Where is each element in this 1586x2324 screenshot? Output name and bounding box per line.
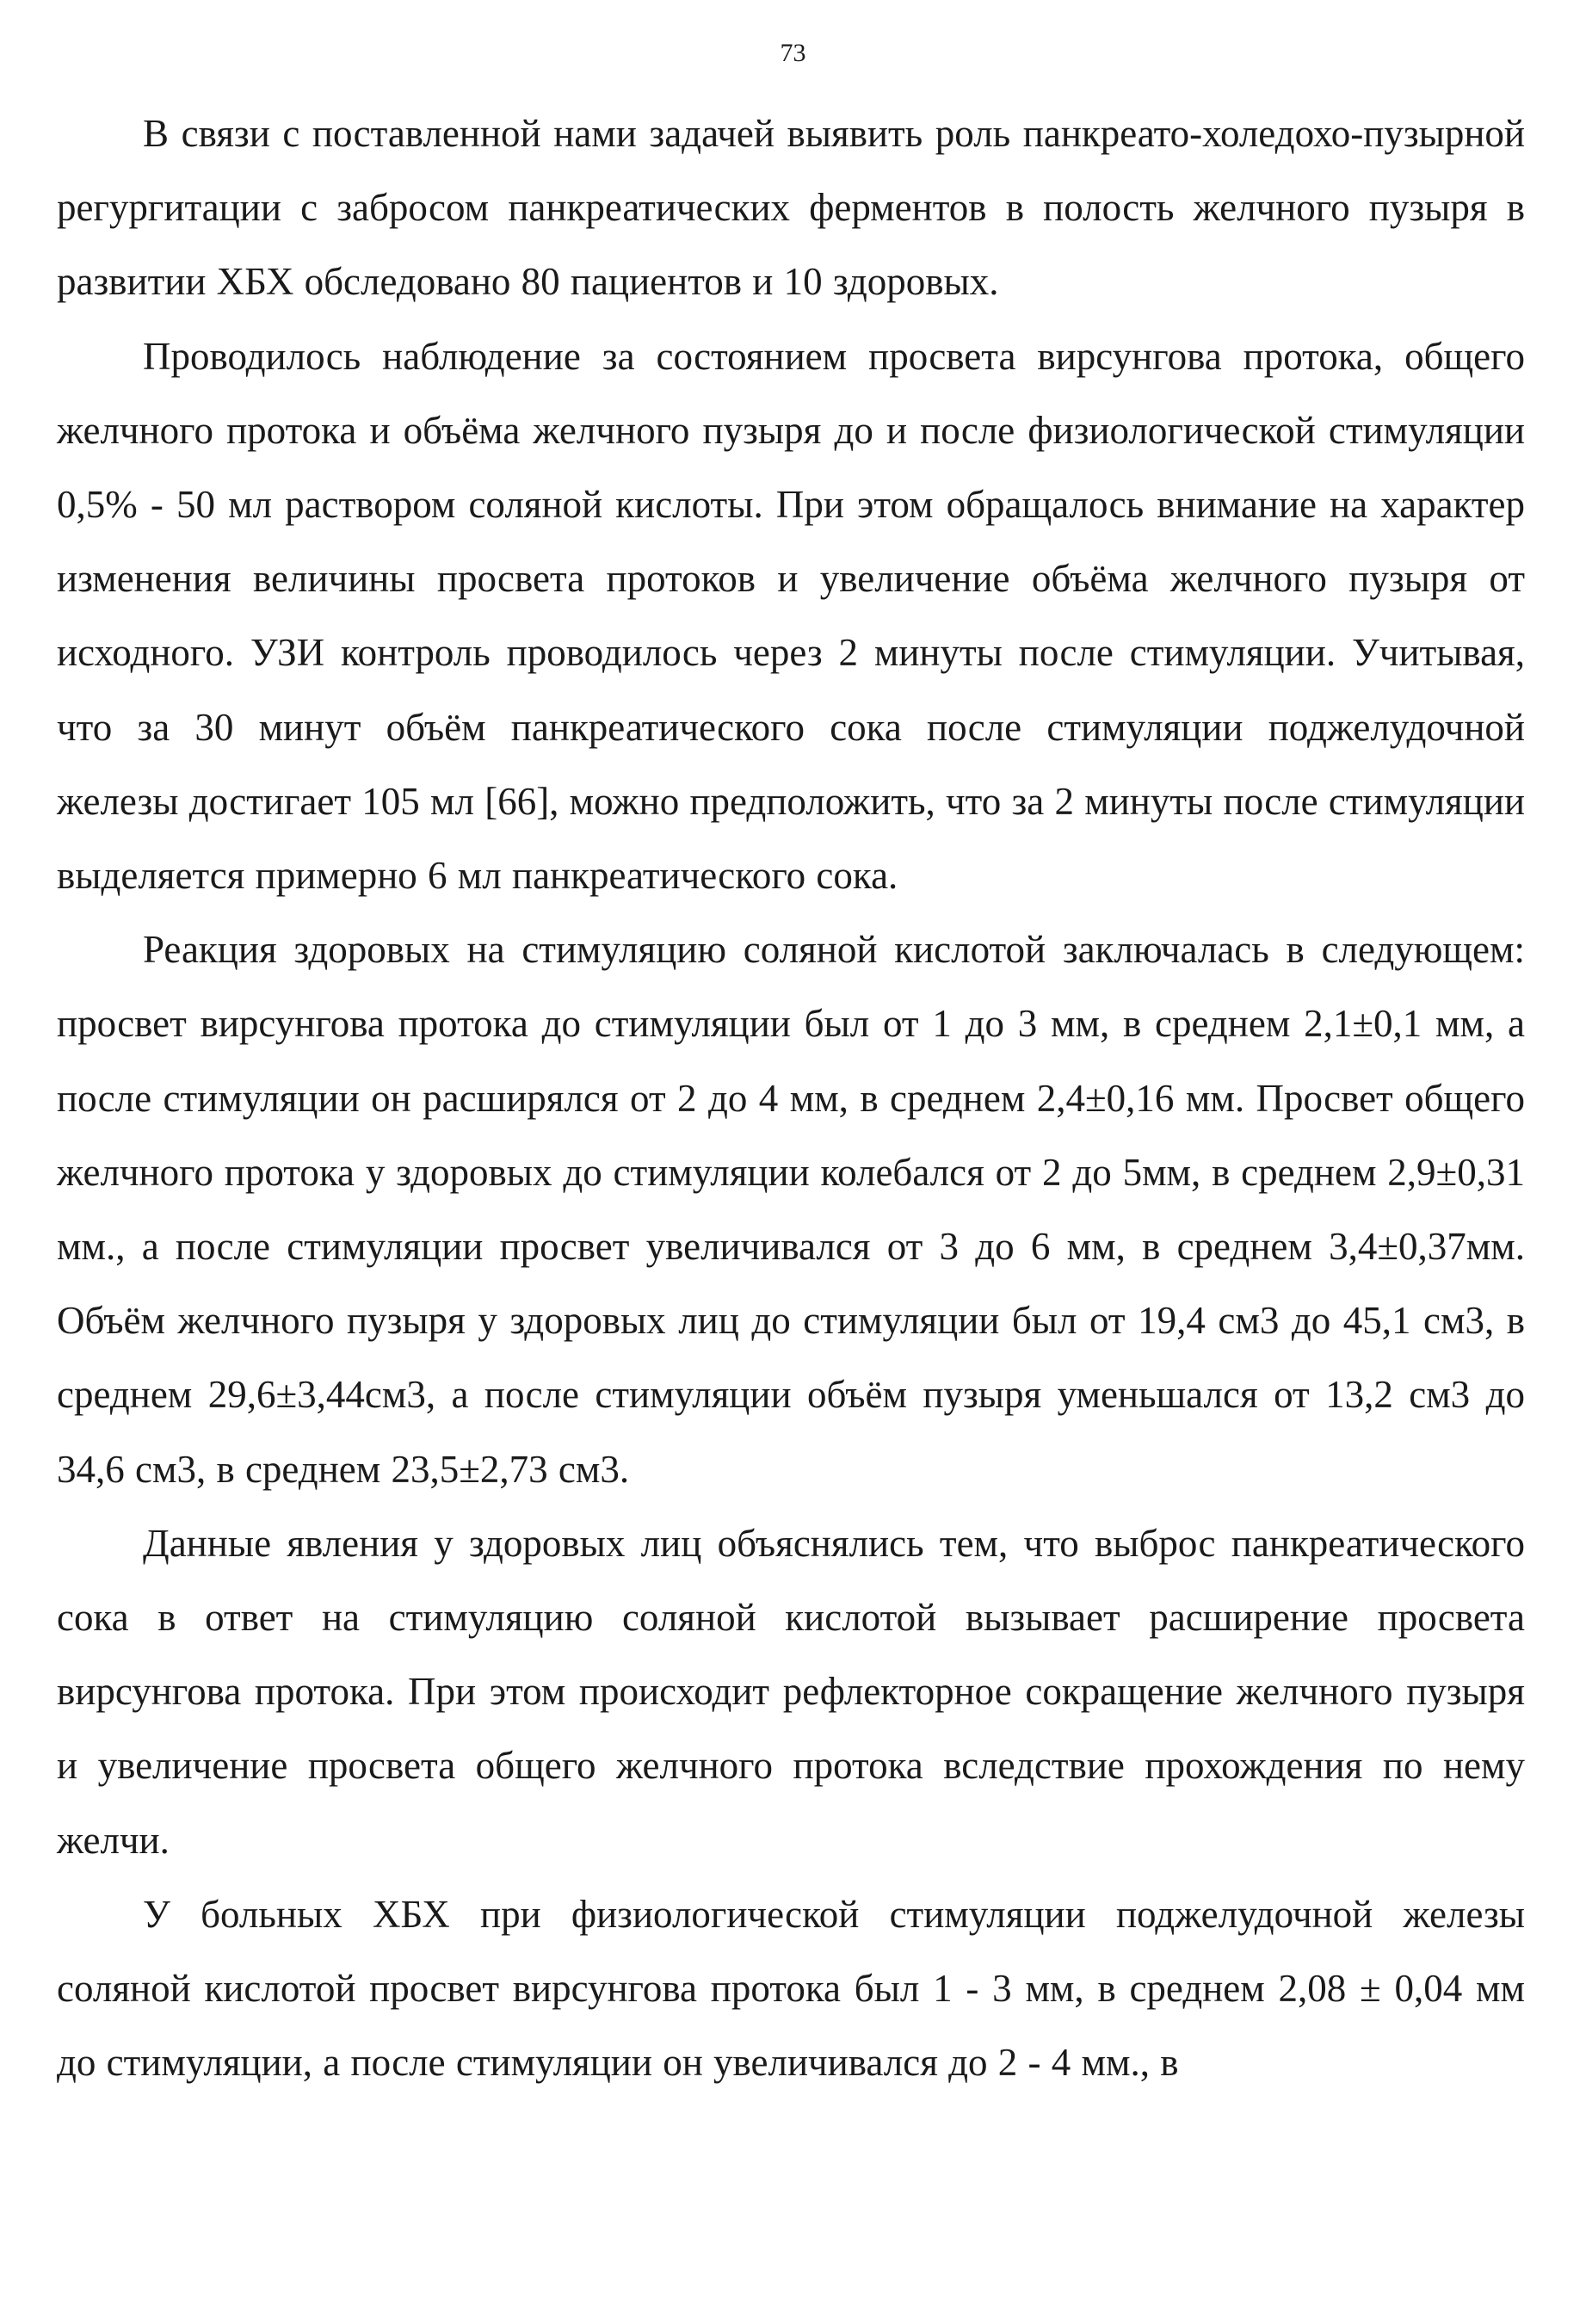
body-text	[57, 96, 1525, 2099]
paragraph-5: У больных ХБХ при физиологической стимуляции поджелудочной железы соляной кислотой просвет вирсунгова протока был 1 - 3 мм, в среднем 2,08 ± 0,04 мм до стимуляции, а после стимуляции он увеличивался до 2 - 4 мм., в	[57, 1892, 1525, 2085]
paragraph-3: Реакция здоровых на стимуляцию соляной кислотой заключалась в следующем: просвет вирсунгова протока до стимуляции был от 1 до 3 мм, в среднем 2,1±0,1 мм, а после стимуляции он расширялся от 2 до 4 мм, в среднем 2,4±0,16 мм. Просвет общего желчного протока у здоровых до стимуляции колебался от 2 до 5мм, в среднем 2,9±0,31 мм., а после стимуляции просвет увеличивался от 3 до 6 мм, в среднем 3,4±0,37мм. Объём желчного пузыря у здоровых лиц до стимуляции был от 19,4 см3 до 45,1 см3, в среднем 29,6±3,44см3, а после стимуляции объём пузыря уменьшался от 13,2 см3 до 34,6 см3, в среднем 23,5±2,73 см3.	[57, 928, 1525, 1491]
paragraph-1: В связи с поставленной нами задачей выявить роль панкреато-холедохо-пузырной регургитации с забросом панкреатических ферментов в полость желчного пузыря в развитии ХБХ обследовано 80 пациентов и 10 здоровых.	[57, 112, 1525, 304]
paragraph-4: Данные явления у здоровых лиц объяснялись тем, что выброс панкреатического сока в ответ на стимуляцию соляной кислотой вызывает расширение просвета вирсунгова протока. При этом происходит рефлекторное сокращение желчного пузыря и увеличение просвета общего желчного протока вследствие прохождения по нему желчи.	[57, 1521, 1525, 1862]
page-number: 73	[780, 39, 806, 67]
paragraph-2: Проводилось наблюдение за состоянием просвета вирсунгова протока, общего желчного протока и объёма желчного пузыря до и после физиологической стимуляции 0,5% - 50 мл раствором соляной кислоты. При этом обращалось внимание на характер изменения величины просвета протоков и увеличение объёма желчного пузыря от исходного. УЗИ контроль проводилось через 2 минуты после стимуляции. Учитывая, что за 30 минут объём панкреатического сока после стимуляции поджелудочной железы достигает 105 мл [66], можно предположить, что за 2 минуты после стимуляции выделяется примерно 6 мл панкреатического сока.	[57, 334, 1525, 898]
